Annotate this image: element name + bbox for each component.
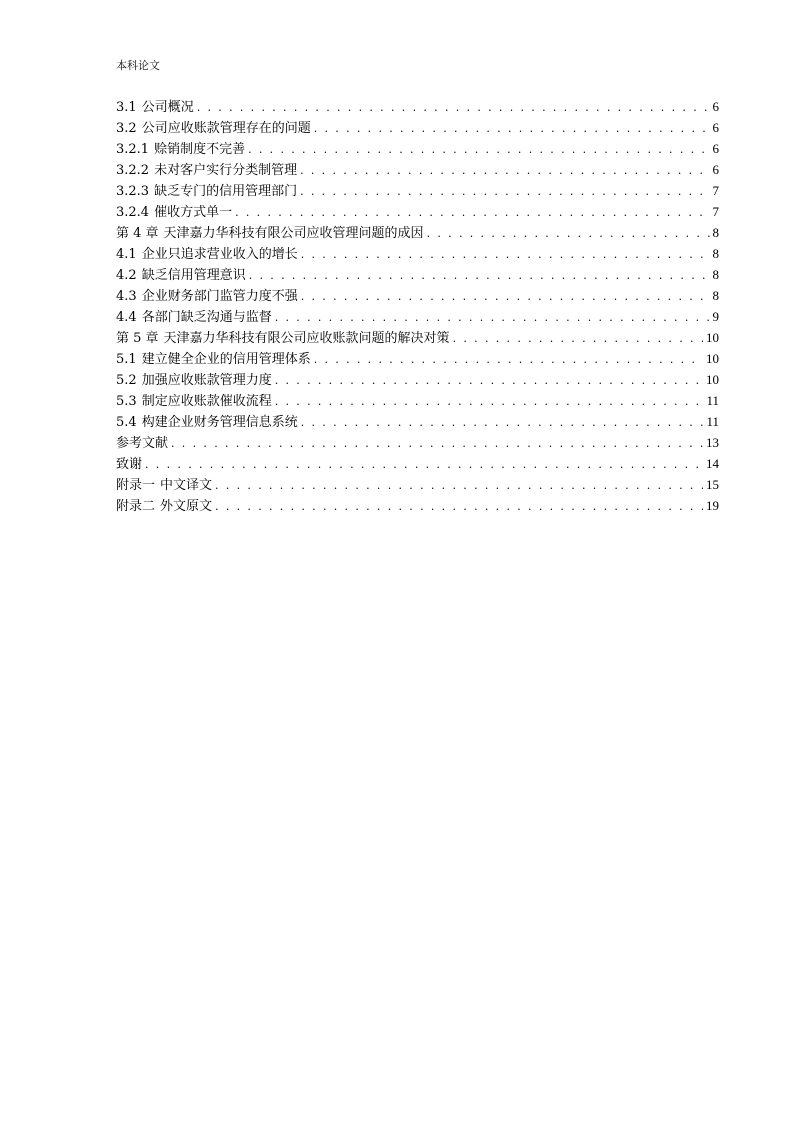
toc-entry-page: 10 xyxy=(706,372,719,387)
toc-entry-title: 建立健全企业的信用管理体系 xyxy=(141,352,311,367)
toc-entry-number: 5.1 xyxy=(116,352,137,367)
toc-entry-title: 中文译文 xyxy=(160,478,213,493)
toc-entry-number: 第 4 章 xyxy=(116,226,159,241)
toc-entry-number: 4.1 xyxy=(116,247,137,262)
toc-entry-page: 6 xyxy=(712,99,719,114)
toc-entry-title: 加强应收账款管理力度 xyxy=(141,373,272,388)
toc-entry[interactable] xyxy=(116,369,719,390)
toc-entry[interactable] xyxy=(116,117,719,138)
toc-entry-number: 第 5 章 xyxy=(116,331,159,346)
toc-entry[interactable] xyxy=(116,285,719,306)
toc-entry-number: 附录一 xyxy=(116,478,156,493)
toc-entry-number: 3.2.1 xyxy=(116,142,150,157)
toc-entry[interactable] xyxy=(116,201,719,222)
dot-leader xyxy=(300,181,709,202)
toc-entry-number: 3.2.4 xyxy=(116,205,150,220)
dot-leader xyxy=(249,265,710,286)
toc-entry[interactable] xyxy=(116,243,719,264)
dot-leader xyxy=(300,160,709,181)
dot-leader xyxy=(275,307,710,328)
dot-leader xyxy=(215,496,703,517)
toc-entry-page: 11 xyxy=(706,414,719,429)
toc-entry-page: 15 xyxy=(706,477,719,492)
toc-entry-title: 制定应收账款催收流程 xyxy=(141,394,272,409)
toc-entry[interactable] xyxy=(116,495,719,516)
toc-entry-title: 未对客户实行分类制管理 xyxy=(154,163,298,178)
toc-entry-title: 各部门缺乏沟通与监督 xyxy=(141,310,272,325)
toc-entry-title: 催收方式单一 xyxy=(154,205,233,220)
toc-entry-title: 参考文献 xyxy=(116,436,169,451)
toc-entry[interactable] xyxy=(116,180,719,201)
toc-entry-page: 7 xyxy=(712,183,719,198)
dot-leader xyxy=(215,475,703,496)
toc-entry-page: 13 xyxy=(706,435,719,450)
dot-leader xyxy=(301,412,704,433)
toc-entry-title: 公司概况 xyxy=(141,100,194,115)
toc-entry-number: 3.1 xyxy=(116,100,137,115)
dot-leader xyxy=(301,286,710,307)
dot-leader xyxy=(301,244,710,265)
toc-entry[interactable] xyxy=(116,432,719,453)
toc-entry[interactable] xyxy=(116,222,719,243)
toc-entry[interactable] xyxy=(116,264,719,285)
toc-entry-page: 8 xyxy=(712,267,719,282)
toc-entry-title: 企业财务部门监管力度不强 xyxy=(141,289,298,304)
toc-entry-title: 企业只追求营业收入的增长 xyxy=(141,247,298,262)
toc-entry[interactable] xyxy=(116,96,719,117)
toc-entry[interactable] xyxy=(116,306,719,327)
toc-entry-page: 8 xyxy=(712,225,719,240)
dot-leader xyxy=(248,139,709,160)
toc-entry-page: 19 xyxy=(706,498,719,513)
toc-entry-title: 赊销制度不完善 xyxy=(154,142,246,157)
toc-entry-title: 致谢 xyxy=(116,457,143,472)
toc-entry-page: 8 xyxy=(712,288,719,303)
toc-entry-number: 5.4 xyxy=(116,415,137,430)
toc-entry-number: 附录二 xyxy=(116,499,156,514)
toc-entry-number: 5.3 xyxy=(116,394,137,409)
toc-entry-page: 9 xyxy=(712,309,719,324)
toc-entry[interactable] xyxy=(116,327,719,348)
toc-entry-number: 4.2 xyxy=(116,268,137,283)
dot-leader xyxy=(235,202,709,223)
toc-entry[interactable] xyxy=(116,138,719,159)
toc-entry-title: 缺乏信用管理意识 xyxy=(141,268,246,283)
toc-entry-title: 缺乏专门的信用管理部门 xyxy=(154,184,298,199)
page-header: 本科论文 xyxy=(116,59,160,72)
toc-entry-number: 4.4 xyxy=(116,310,137,325)
toc-entry-title: 构建企业财务管理信息系统 xyxy=(141,415,298,430)
toc-entry-number: 3.2 xyxy=(116,121,137,136)
toc-entry-title: 外文原文 xyxy=(160,499,213,514)
toc-entry-number: 5.2 xyxy=(116,373,137,388)
table-of-contents xyxy=(116,96,719,516)
toc-entry[interactable] xyxy=(116,453,719,474)
dot-leader xyxy=(171,433,703,454)
toc-entry-page: 6 xyxy=(712,162,719,177)
dot-leader xyxy=(314,349,703,370)
dot-leader xyxy=(275,370,703,391)
dot-leader xyxy=(145,454,703,475)
toc-entry[interactable] xyxy=(116,159,719,180)
toc-entry-page: 8 xyxy=(712,246,719,261)
toc-entry-page: 10 xyxy=(706,330,719,345)
toc-entry-page: 10 xyxy=(706,351,719,366)
toc-entry[interactable] xyxy=(116,474,719,495)
dot-leader xyxy=(275,391,704,412)
toc-entry-page: 14 xyxy=(706,456,719,471)
toc-entry-number: 3.2.2 xyxy=(116,163,150,178)
dot-leader xyxy=(427,223,710,244)
toc-entry-page: 11 xyxy=(706,393,719,408)
toc-entry[interactable] xyxy=(116,411,719,432)
toc-entry-number: 4.3 xyxy=(116,289,137,304)
toc-entry-number: 3.2.3 xyxy=(116,184,150,199)
toc-entry-title: 公司应收账款管理存在的问题 xyxy=(141,121,311,136)
dot-leader xyxy=(453,328,703,349)
toc-entry[interactable] xyxy=(116,390,719,411)
toc-entry-title: 天津嘉力华科技有限公司应收管理问题的成因 xyxy=(163,226,424,241)
dot-leader xyxy=(314,118,710,139)
toc-entry-title: 天津嘉力华科技有限公司应收账款问题的解决对策 xyxy=(163,331,450,346)
toc-entry-page: 6 xyxy=(712,120,719,135)
toc-entry[interactable] xyxy=(116,348,719,369)
dot-leader xyxy=(197,97,710,118)
toc-entry-page: 7 xyxy=(712,204,719,219)
toc-entry-page: 6 xyxy=(712,141,719,156)
